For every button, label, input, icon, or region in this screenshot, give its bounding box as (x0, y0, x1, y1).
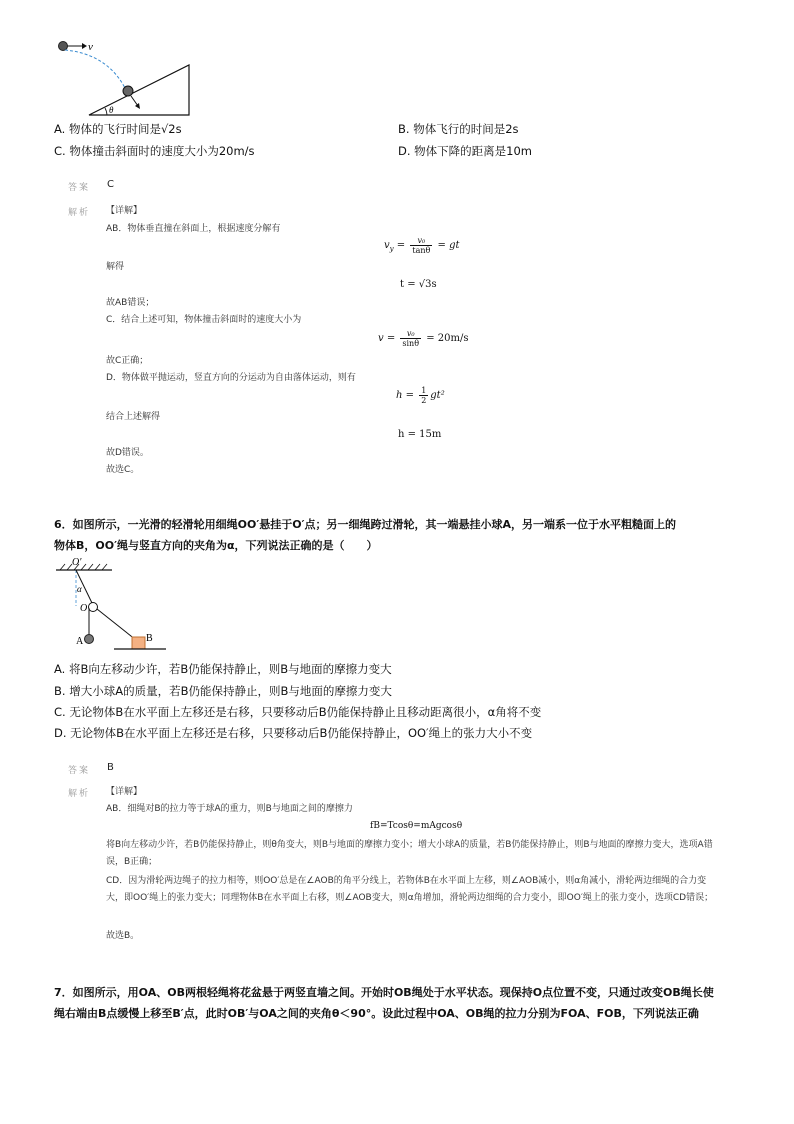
q5-line-2: 解得 (106, 262, 125, 272)
q5-line-7: 结合上述解得 (106, 412, 161, 422)
q5-analysis-label: 解析 (68, 208, 91, 218)
q6-stem-line-2: 物体B，OO′绳与竖直方向的夹角为α，下列说法正确的是（ ） (54, 539, 378, 552)
q5-answer: C (107, 179, 114, 190)
q5-option-b: B. 物体飞行的时间是2s (398, 122, 519, 136)
q6-option-a: A. 将B向左移动少许，若B仍能保持静止，则B与地面的摩擦力变大 (54, 662, 392, 676)
q5-detail-title: 【详解】 (106, 206, 143, 216)
q6-pulley-label: O (80, 603, 88, 614)
q5-line-8: 故D错误。 (106, 448, 149, 458)
q5-line-4: C．结合上述可知，物体撞击斜面时的速度大小为 (106, 315, 302, 325)
q6-stem (54, 514, 754, 556)
q6-analysis-label: 解析 (68, 789, 91, 799)
q5-line-1: AB．物体垂直撞在斜面上，根据速度分解有 (106, 224, 281, 234)
q5-formula-4: h = $\frac{1}{2}$ gt² (396, 386, 445, 405)
q6-top-label: O′ (72, 557, 82, 568)
q6-pulley (89, 603, 98, 612)
q5-trajectory (65, 50, 125, 88)
q7-stem-line-1: 7．如图所示，用OA、OB两根轻绳将花盆悬于两竖直墙之间。开始时OB绳处于水平状态。现保持O点位置不变，只通过改变OB绳长使 (54, 986, 714, 999)
q5-v-label: v (88, 41, 93, 53)
q6-line-4: 故选B。 (106, 931, 140, 941)
q7-stem (54, 982, 754, 1024)
q5-formula-5: h = 15m (398, 429, 442, 440)
q6-stem-line-1: 6．如图所示，一光滑的轻滑轮用细绳OO′悬挂于O′点；另一细绳跨过滑轮，其一端悬挂小球A，另一端系一位于水平粗糙面上的 (54, 518, 677, 531)
q6-line-3: CD．因为滑轮两边绳子的拉力相等，则OO′总是在∠AOB的角平分线上，若物体B在水平面上左移，则∠AOB减小，则α角减小，滑轮两边细绳的合力变大，即OO′绳上的张力变大；同理物体B在水平面上右移，则∠AOB变大，则α角增加，滑轮两边细绳的合力变小，即OO′绳上的张力变小，选项CD错误； (106, 876, 714, 903)
q5-line-5: 故C正确； (106, 356, 149, 366)
q5-formula-2: t = √3s (400, 279, 437, 290)
q5-answer-label: 答案 (68, 183, 91, 193)
q6-answer-label: 答案 (68, 766, 91, 776)
q6-option-d: D. 无论物体B在水平面上左移还是右移，只要移动后B仍能保持静止，OO′绳上的张力大小不变 (54, 726, 533, 740)
q6-option-c: C. 无论物体B在水平面上左移还是右移，只要移动后B仍能保持静止且移动距离很小，α角将不变 (54, 705, 542, 719)
q5-option-a (54, 121, 182, 137)
q6-figure (54, 556, 169, 656)
q6-answer: B (107, 762, 114, 773)
q6-line-1: AB．细绳对B的拉力等于球A的重力，则B与地面之间的摩擦力 (106, 804, 353, 814)
q5-figure (52, 36, 197, 120)
q5-impact-arrow (131, 96, 138, 106)
q5-option-d: D. 物体下降的距离是10m (398, 144, 533, 158)
q5-option-c: C. 物体撞击斜面时的速度大小为20m/s (54, 144, 255, 158)
q6-formula: fB=Tcosθ=mAgcosθ (370, 821, 463, 831)
q6-alpha-label: α (77, 584, 82, 594)
q5-option-a-text: A. 物体的飞行时间是 (54, 122, 161, 136)
q6-line-2: 将B向左移动少许，若B仍能保持静止，则θ角变大，则B与地面的摩擦力变小；增大小球A的质量，若B仍能保持静止，则B与地面的摩擦力变大，选项A错误，B正确； (106, 840, 713, 867)
q5-velocity-arrow (59, 42, 88, 51)
q5-line-9: 故选C。 (106, 465, 140, 475)
q6-detail-title: 【详解】 (106, 787, 143, 797)
q5-formula-3: v = $\frac{\text{v₀}}{\sin\theta}$ = 20m/s (378, 329, 469, 348)
q6-block-b (132, 637, 145, 649)
q5-line-6: D．物体做平抛运动，竖直方向的分运动为自由落体运动，则有 (106, 373, 356, 383)
q5-formula-1: $v_y$ = $\frac{\text{v₀}}{\tan\theta}$ = gt (384, 236, 460, 255)
q6-a-label: A (76, 636, 84, 647)
q6-b-label: B (146, 633, 153, 644)
q5-theta-label: θ (109, 105, 114, 115)
q5-ball (123, 86, 133, 96)
q6-rope-b (97, 609, 136, 640)
q5-option-a-value: √2s (160, 122, 182, 136)
q7-stem-line-2: 绳右端由B点缓慢上移至B′点，此时OB′与OA之间的夹角θ＜90°。设此过程中OA、OB绳的拉力分别为FOA、FOB，下列说法正确 (54, 1007, 699, 1020)
q6-option-b: B. 增大小球A的质量，若B仍能保持静止，则B与地面的摩擦力变大 (54, 684, 392, 698)
q6-ball-a (85, 635, 94, 644)
q5-line-3: 故AB错误； (106, 298, 155, 308)
